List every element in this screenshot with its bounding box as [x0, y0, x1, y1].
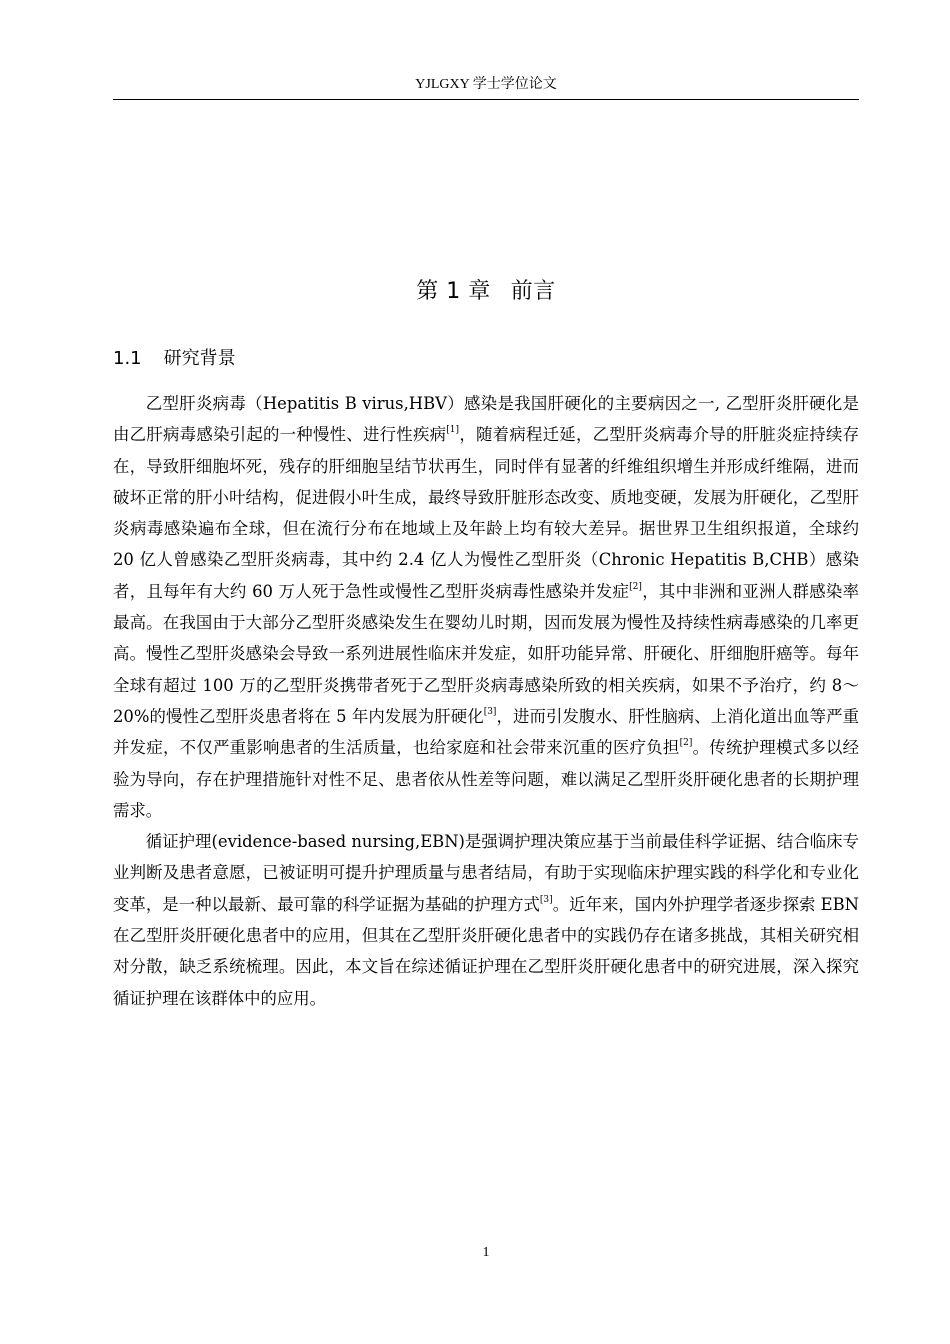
text-run: 乙型肝炎病毒（Hepatitis B virus,HBV）感染是我国肝硬化的主要病因之一, 乙型肝炎肝硬化是由乙肝病毒感染引起的一种慢性、进行性疾病 — [113, 394, 859, 445]
chapter-title — [113, 276, 859, 308]
paragraph-ebn — [113, 826, 859, 1014]
header-rule — [113, 99, 859, 100]
paragraph-background — [113, 388, 859, 826]
section-number: 1.1 — [113, 348, 142, 369]
citation: [3] — [483, 706, 497, 717]
section-heading — [113, 345, 236, 373]
section-title: 研究背景 — [163, 348, 236, 369]
citation: [2] — [679, 738, 693, 749]
chapter-name: 前言 — [510, 279, 556, 304]
citation: [1] — [446, 425, 460, 436]
citation: [3] — [539, 894, 553, 905]
body-text — [113, 388, 859, 1014]
chapter-number: 第 1 章 — [416, 279, 491, 304]
running-header: YJLGXY 学士学位论文 — [415, 77, 557, 92]
text-run: ，进而引发腹水、肝性脑病、上消化道出血等严重并发症，不仅严重影响患者的生活质量，也给家庭和社会带来沉重的医疗负担 — [113, 706, 860, 758]
text-run: 。近年来，国内外护理学者逐步探索 EBN 在乙型肝炎肝硬化患者中的应用，但其在乙型肝炎肝硬化患者中的实践仍存在诸多挑战，其相关研究相对分散，缺乏系统梳理。因此，本文旨在综述循证护理在乙型肝炎肝硬化患者中的研究进展，深入探究循证护理在该群体中的应用。 — [113, 894, 860, 1008]
text-run: ，随着病程迁延，乙型肝炎病毒介导的肝脏炎症持续存在，导致肝细胞坏死，残存的肝细胞呈结节状再生，同时伴有显著的纤维组织增生并形成纤维隔，进而破坏正常的肝小叶结构，促进假小叶生成，最终导致肝脏形态改变、质地变硬，发展为肝硬化，乙型肝炎病毒感染遍布全球，但在流行分布在地域上及年龄上均有较大差异。据世界卫生组织报道，全球约 20 亿人曾感染乙型肝炎病毒，其中约 2.4 亿人为慢性乙型肝炎（Chronic Hepatitis B,CHB）感染者，且每年有大约 60 万人死于急性或慢性乙型肝炎病毒性感染并发症 — [113, 425, 860, 601]
text-run: 。传统护理模式多以经验为导向，存在护理措施针对性不足、患者依从性差等问题，难以满足乙型肝炎肝硬化患者的长期护理需求。 — [113, 738, 860, 820]
page-number: 1 — [482, 1245, 490, 1260]
citation: [2] — [629, 581, 642, 592]
text-run: ，其中非洲和亚洲人群感染率最高。在我国由于大部分乙型肝炎感染发生在婴幼儿时期，因而发展为慢性及持续性病毒感染的几率更高。慢性乙型肝炎感染会导致一系列进展性临床并发症，如肝功能异常、肝硬化、肝细胞肝癌等。每年全球有超过 100 万的乙型肝炎携带者死于乙型肝炎病毒感染所致的相关疾病，如果不予治疗，约 8～20%的慢性乙型肝炎患者将在 5 年内发展为肝硬化 — [113, 581, 860, 726]
text-run: 循证护理(evidence-based nursing,EBN)是强调护理决策应基于当前最佳科学证据、结合临床专业判断及患者意愿，已被证明可提升护理质量与患者结局，有助于实现临床护理实践的科学化和专业化变革，是一种以最新、最可靠的科学证据为基础的护理方式 — [113, 832, 859, 914]
